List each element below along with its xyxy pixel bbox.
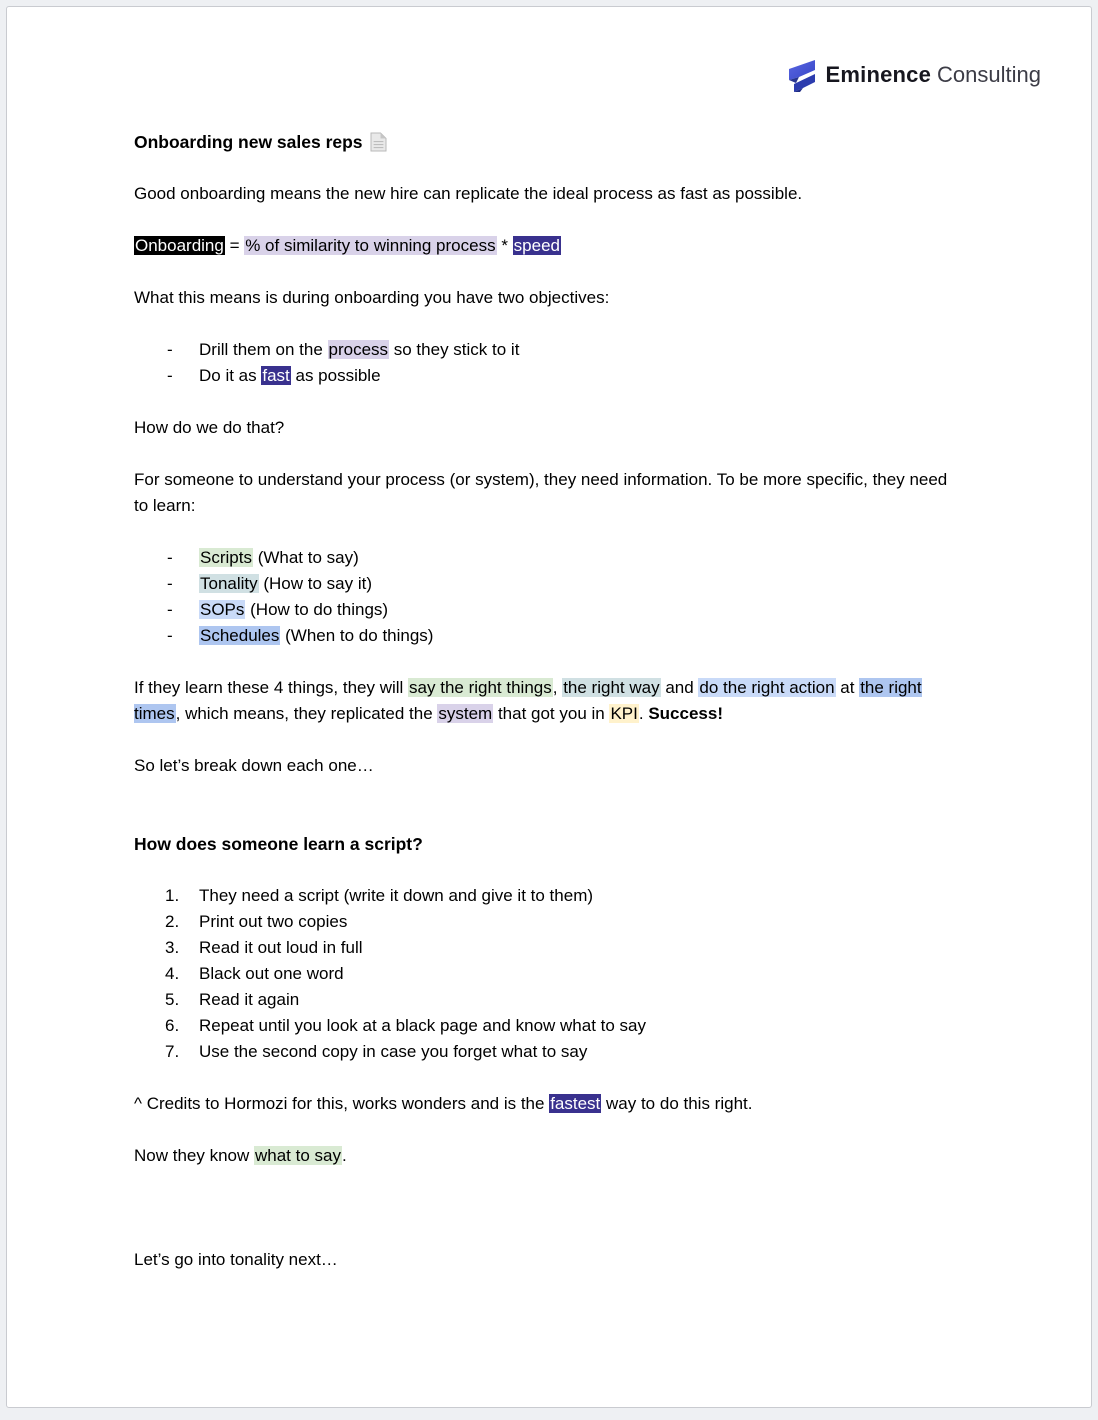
text-run: so they stick to it xyxy=(389,340,520,359)
text-run: If they learn these 4 things, they will xyxy=(134,678,409,697)
list-item xyxy=(134,545,966,571)
highlighted-text: Tonality xyxy=(200,574,258,593)
objectives-intro: What this means is during onboarding you have two objectives: xyxy=(134,288,610,307)
text-run: as possible xyxy=(290,366,381,385)
list-item xyxy=(134,363,966,389)
text-run: Now they know xyxy=(134,1146,254,1165)
doc-title-text: Onboarding new sales reps xyxy=(134,132,363,152)
text-run: (How to do things) xyxy=(245,600,389,619)
text-run: . xyxy=(342,1146,347,1165)
explain-paragraph: For someone to understand your process (or system), they need information. To be more specific, they need to learn: xyxy=(134,470,948,515)
list-item: Repeat until you look at a black page and know what to say xyxy=(199,1016,647,1035)
objectives-list xyxy=(134,337,966,389)
list-item xyxy=(134,571,966,597)
list-item: Black out one word xyxy=(199,964,344,983)
eminence-logo-icon xyxy=(786,57,818,93)
doc-title xyxy=(134,129,966,155)
highlighted-text: fastest xyxy=(550,1094,601,1113)
highlighted-text: KPI xyxy=(610,704,638,723)
highlighted-text: the right way xyxy=(563,678,660,697)
list-item xyxy=(134,597,966,623)
text-run: ^ Credits to Hormozi for this, works wonders and is the xyxy=(134,1094,550,1113)
result-paragraph xyxy=(134,675,966,727)
text-run: that got you in xyxy=(493,704,610,723)
highlighted-text: speed xyxy=(513,236,560,255)
learn-list xyxy=(134,545,966,649)
question-paragraph: How do we do that? xyxy=(134,418,285,437)
brand-logo xyxy=(786,57,1041,93)
text-run: way to do this right. xyxy=(601,1094,753,1113)
text-run: Drill them on the xyxy=(199,340,328,359)
text-run: , xyxy=(552,678,563,697)
text-run: at xyxy=(835,678,860,697)
highlighted-text: do the right action xyxy=(699,678,835,697)
text-run: (How to say it) xyxy=(258,574,372,593)
document-content xyxy=(134,129,966,1273)
intro-paragraph: Good onboarding means the new hire can replicate the ideal process as fast as possible. xyxy=(134,184,803,203)
highlighted-text: what to say xyxy=(255,1146,341,1165)
text-run: (What to say) xyxy=(252,548,359,567)
script-steps-list xyxy=(134,883,966,1065)
next-paragraph: Let’s go into tonality next… xyxy=(134,1250,338,1269)
highlighted-text: % of similarity to winning process xyxy=(245,236,496,255)
list-item: Read it out loud in full xyxy=(199,938,363,957)
list-item: Print out two copies xyxy=(199,912,348,931)
highlighted-text: the right times xyxy=(134,678,922,723)
now-know-paragraph xyxy=(134,1143,966,1169)
breakdown-paragraph: So let’s break down each one… xyxy=(134,756,374,775)
onboarding-formula xyxy=(134,233,966,259)
highlighted-text: Schedules xyxy=(200,626,280,645)
text-run: , which means, they replicated the xyxy=(175,704,438,723)
highlighted-text: process xyxy=(328,340,389,359)
list-item xyxy=(134,623,966,649)
highlighted-text: SOPs xyxy=(200,600,245,619)
list-item: Use the second copy in case you forget what to say xyxy=(199,1042,588,1061)
highlighted-text: Scripts xyxy=(200,548,252,567)
text-run: = xyxy=(224,236,245,255)
text-run: (When to do things) xyxy=(280,626,434,645)
text-run: Do it as xyxy=(199,366,262,385)
highlighted-text: fast xyxy=(262,366,290,385)
text-run: . xyxy=(638,704,649,723)
text-run: Success! xyxy=(648,704,723,723)
text-run: * xyxy=(496,236,513,255)
highlighted-text: Onboarding xyxy=(135,236,224,255)
list-item: Read it again xyxy=(199,990,300,1009)
highlighted-text: system xyxy=(438,704,493,723)
script-heading: How does someone learn a script? xyxy=(134,834,423,854)
text-run: and xyxy=(660,678,699,697)
brand-suffix: Consulting xyxy=(937,62,1041,87)
credits-paragraph xyxy=(134,1091,966,1117)
brand-name: Eminence xyxy=(825,62,932,87)
highlighted-text: say the right things xyxy=(409,678,552,697)
list-item: They need a script (write it down and give it to them) xyxy=(199,886,594,905)
list-item xyxy=(134,337,966,363)
document-page xyxy=(6,6,1092,1408)
page-facing-up-icon xyxy=(370,132,387,152)
